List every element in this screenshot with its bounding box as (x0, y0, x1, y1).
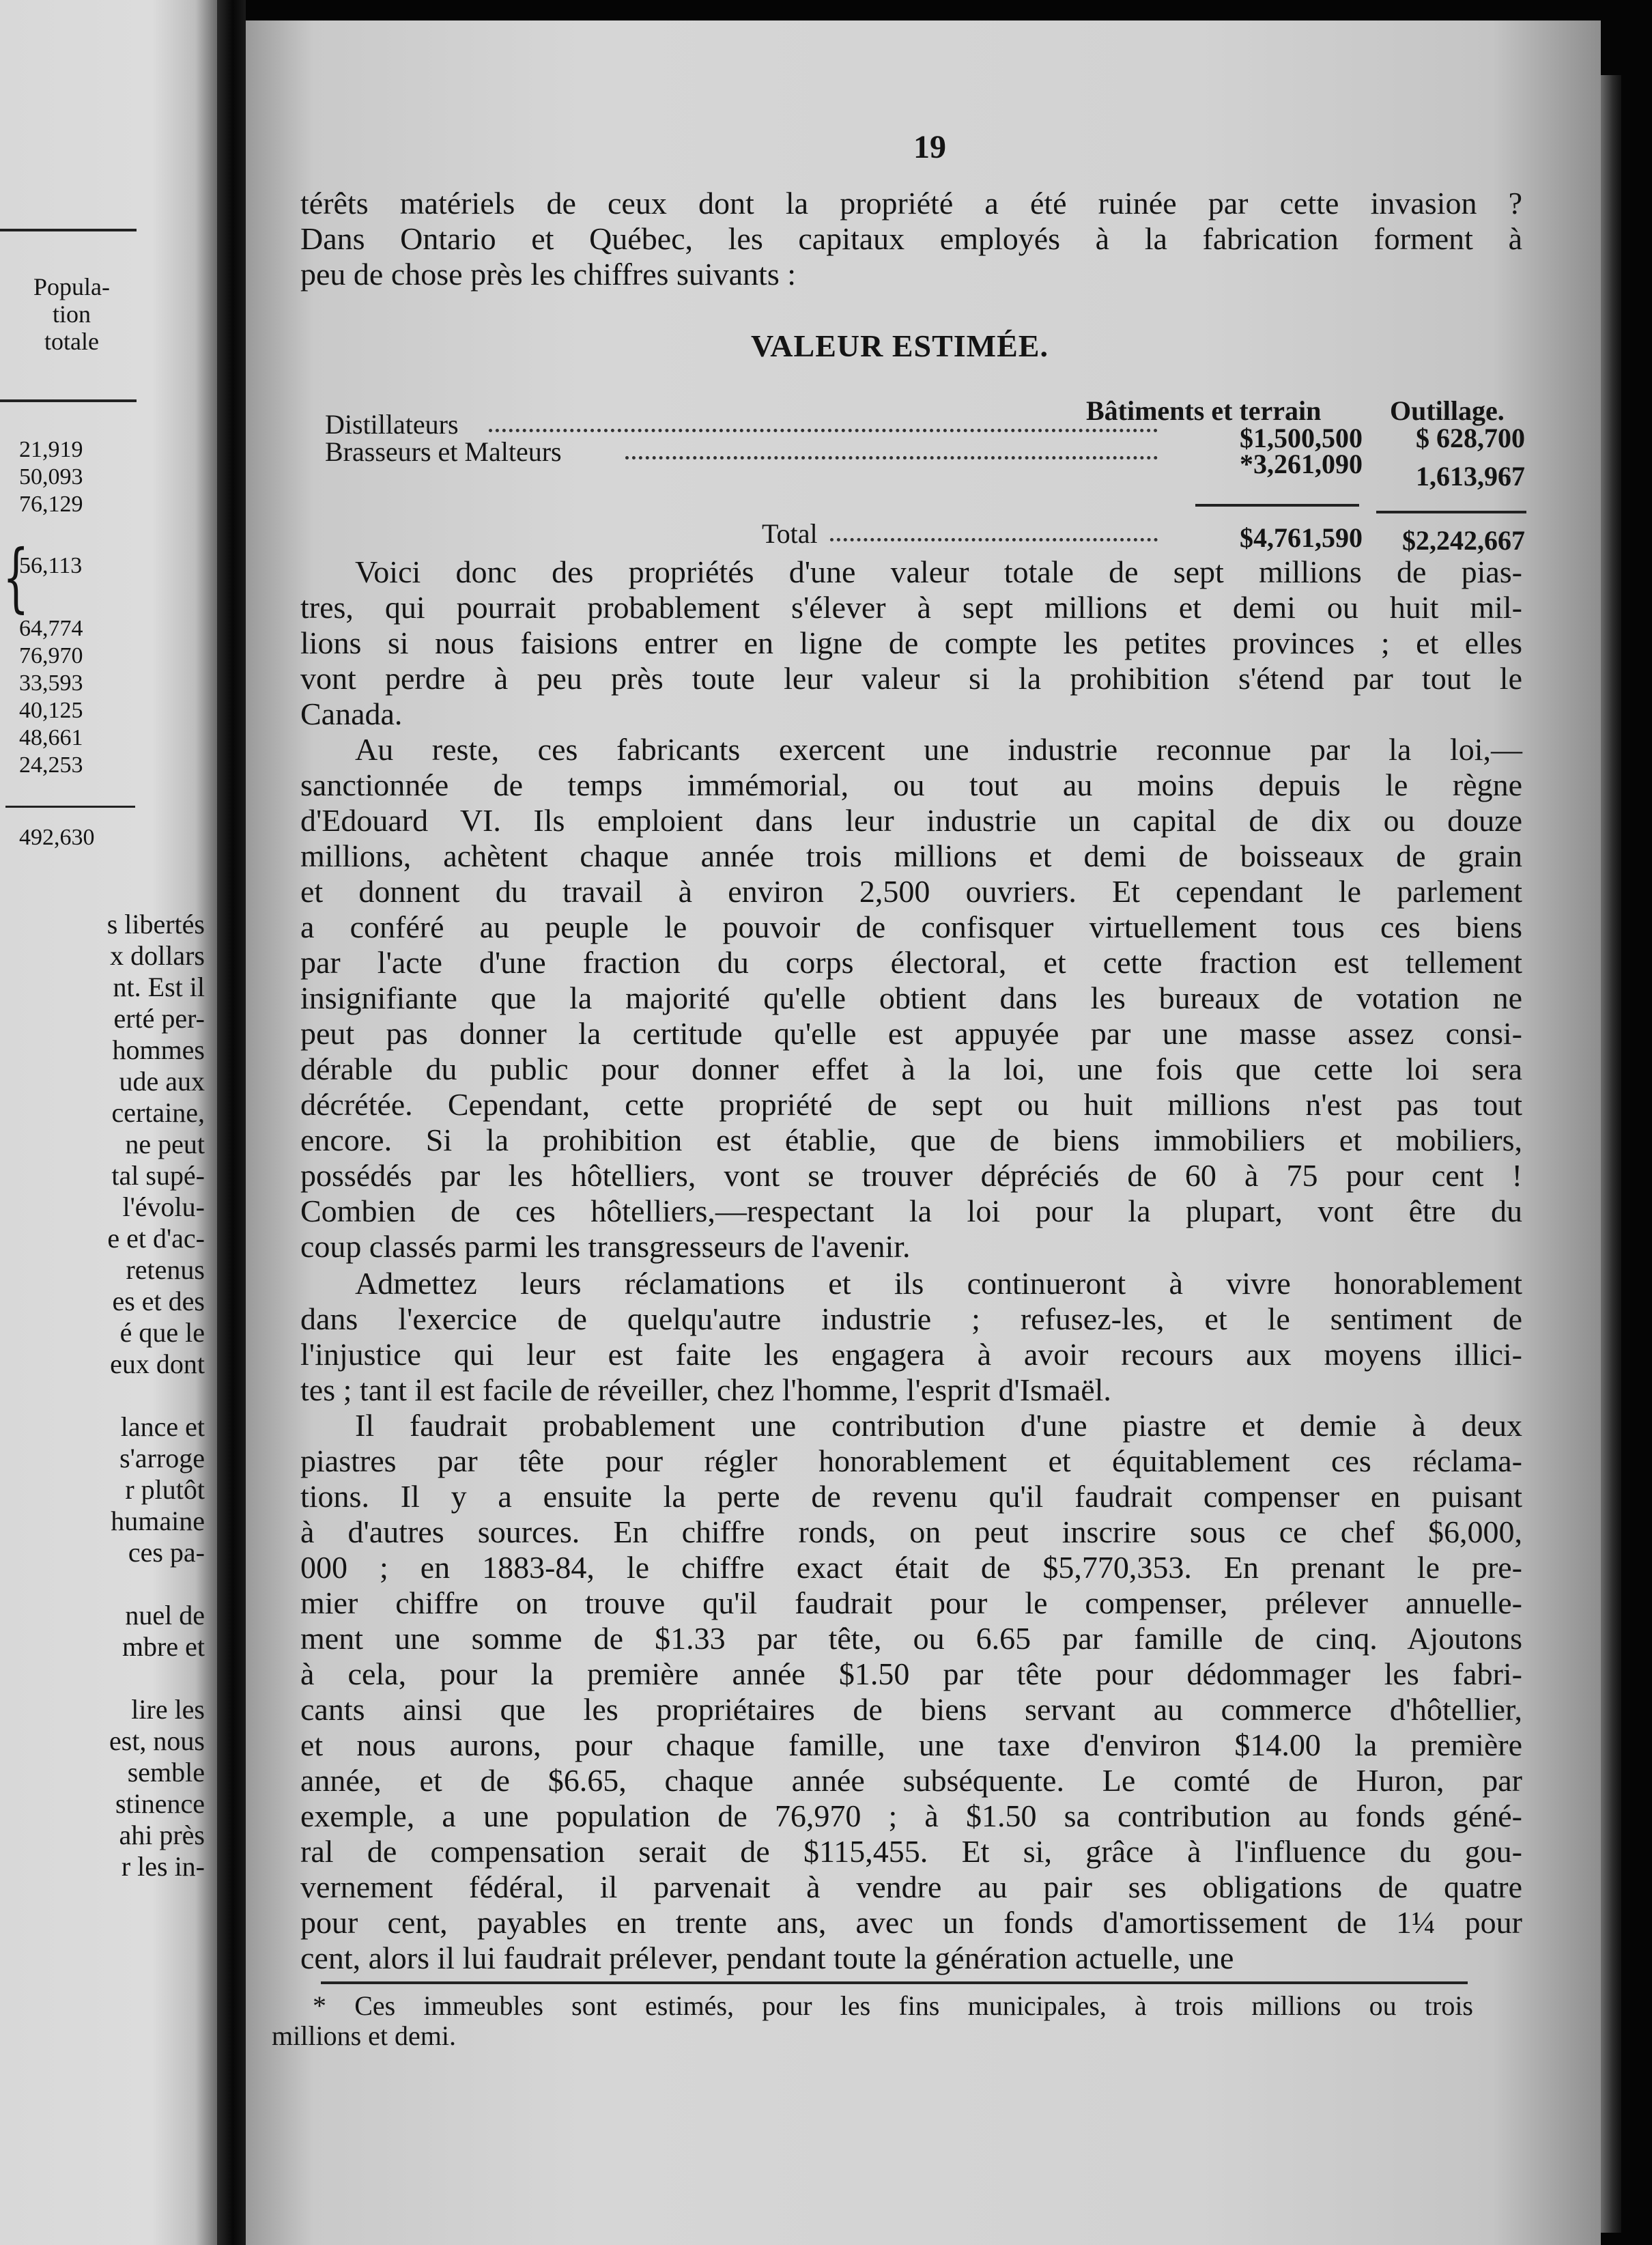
page-number: 19 (913, 129, 946, 165)
column-header-buildings: Bâtiments et terrain (1086, 395, 1322, 426)
text-fragment: certaine, (111, 1097, 205, 1128)
text-line: dans l'exercice de quelqu'autre industrie ; refusez-les, et le sentiment de (300, 1301, 1522, 1336)
text-line: Au reste, ces fabricants exercent une industrie reconnue par la loi,— (355, 732, 1522, 767)
text-fragment: hommes (112, 1034, 205, 1065)
paragraph-1 (300, 554, 1522, 732)
population-value: 40,125 (19, 698, 83, 723)
text-line: année, et de $6.65, chaque année subséquente. Le comté de Huron, par (300, 1763, 1522, 1798)
text-fragment: nt. Est il (113, 972, 205, 1002)
text-fragment: r plutôt (125, 1474, 205, 1505)
previous-page-fragment (0, 0, 217, 2245)
leader-dots (830, 538, 1158, 541)
text-line: d'Edouard VI. Ils emploient dans leur industrie un capital de dix ou douze (300, 803, 1522, 838)
sum-rule-buildings (1195, 504, 1359, 507)
text-line: Canada. (300, 696, 403, 731)
text-line: tes ; tant il est facile de réveiller, chez l'homme, l'esprit d'Ismaël. (300, 1372, 1111, 1407)
population-value: 76,129 (19, 492, 83, 517)
text-line: dérable du public pour donner effet à la loi, une fois que cette loi sera (300, 1051, 1522, 1086)
population-value: 76,970 (19, 643, 83, 668)
text-line: Voici donc des propriétés d'une valeur totale de sept millions de pias- (355, 554, 1522, 589)
text-line: pour cent, payables en trente ans, avec un fonds d'amortissement de 1¼ pour (300, 1905, 1522, 1940)
text-line: par l'acte d'une fraction du corps électoral, et cette fraction est tellement (300, 945, 1522, 980)
total-label: Total (762, 518, 818, 549)
text-line: millions, achètent chaque année trois millions et demi de boisseaux de grain (300, 838, 1522, 873)
text-line: peu de chose près les chiffres suivants : (300, 257, 797, 292)
text-line: ral de compensation serait de $115,455. Et si, grâce à l'influence du gou- (300, 1834, 1522, 1869)
text-fragment: lance et (120, 1411, 205, 1442)
equipment-total: $2,242,667 (1402, 525, 1525, 556)
text-line: à d'autres sources. En chiffre ronds, on peut inscrire sous ce chef $6,000, (300, 1514, 1522, 1549)
table-rule-header (0, 399, 137, 402)
population-value: 24,253 (19, 752, 83, 778)
text-line: coup classés parmi les transgresseurs de l'avenir. (300, 1229, 911, 1264)
text-line: décrétée. Cependant, cette propriété de sept ou huit millions n'est pas tout (300, 1087, 1522, 1122)
text-line: Admettez leurs réclamations et ils continueront à vivre honorablement (355, 1266, 1522, 1301)
population-value: 50,093 (19, 464, 83, 490)
population-value: 33,593 (19, 670, 83, 696)
population-total: 492,630 (19, 825, 95, 850)
text-line: vont perdre à peu près toute leur valeur si la prohibition s'étend par tout le (300, 661, 1522, 696)
intro-paragraph (300, 186, 1522, 292)
text-fragment: ces pa- (128, 1537, 205, 1568)
text-fragment: eux dont (110, 1349, 205, 1379)
equipment-value: $ 628,700 (1416, 423, 1525, 453)
text-line: peut pas donner la certitude qu'elle est appuyée par une masse assez consi- (300, 1016, 1522, 1051)
text-fragment: stinence (115, 1788, 205, 1819)
text-fragment: erté per- (113, 1003, 205, 1034)
text-line: ment une somme de $1.33 par tête, ou 6.65 par famille de cinq. Ajoutons (300, 1621, 1522, 1656)
leader-dots (489, 429, 1158, 432)
text-fragment: x dollars (110, 940, 205, 971)
text-line: insignifiante que la majorité qu'elle obtient dans les bureaux de votation ne (300, 980, 1522, 1015)
text-fragment: é que le (119, 1317, 205, 1348)
footnote-line: * Ces immeubles sont estimés, pour les fins municipales, à trois millions ou trois (313, 1990, 1473, 2021)
text-fragment: mbre et (122, 1631, 205, 1662)
paragraph-3 (300, 1266, 1522, 1408)
text-fragment: est, nous (109, 1725, 205, 1756)
text-fragment: s'arroge (119, 1443, 205, 1473)
text-fragment: tal supé- (111, 1160, 205, 1191)
text-fragment: nuel de (125, 1600, 205, 1630)
text-fragment: humaine (111, 1506, 205, 1536)
text-line: lions si nous faisions entrer en ligne de compte les petites provinces ; et elles (300, 625, 1522, 660)
text-fragment: ne peut (125, 1129, 205, 1159)
buildings-value: $1,500,500 (1240, 423, 1363, 453)
text-line: vernement fédéral, il parvenait à vendre au pair ses obligations de quatre (300, 1869, 1522, 1904)
text-line: a conféré au peuple le pouvoir de confisquer virtuellement tous ces biens (300, 909, 1522, 944)
text-line: exemple, a une population de 76,970 ; à $1.50 sa contribution au fonds géné- (300, 1798, 1522, 1833)
text-line: Dans Ontario et Québec, les capitaux employés à la fabrication forment à (300, 221, 1522, 256)
header-line: totale (44, 328, 99, 355)
text-line: Combien de ces hôtelliers,—respectant la loi pour la plupart, vont être du (300, 1194, 1522, 1228)
population-value: 64,774 (19, 616, 83, 641)
paragraph-2 (300, 732, 1522, 1265)
text-fragment: e et d'ac- (107, 1223, 205, 1254)
paragraph-4 (300, 1408, 1522, 1976)
population-value: 48,661 (19, 725, 83, 750)
text-fragment: l'évolu- (122, 1191, 205, 1222)
text-fragment: retenus (126, 1254, 205, 1285)
text-fragment: ude aux (119, 1066, 205, 1097)
text-line: et donnent du travail à environ 2,500 ouvriers. Et cependant le parlement (300, 874, 1522, 909)
text-line: possédés par les hôtelliers, vont se trouver dépréciés de 60 à 75 pour cent ! (300, 1158, 1522, 1193)
footnote (272, 1991, 1473, 2051)
text-line: 000 ; en 1883-84, le chiffre exact était de $5,770,353. En prenant le pre- (300, 1550, 1522, 1585)
text-line: l'injustice qui leur est faite les engagera à avoir recours aux moyens illici- (300, 1337, 1522, 1372)
section-heading: VALEUR ESTIMÉE. (751, 328, 1049, 363)
text-fragment: r les in- (121, 1851, 205, 1882)
buildings-value: *3,261,090 (1240, 449, 1363, 479)
book-gutter (217, 0, 246, 2245)
text-line: sanctionnée de temps immémorial, ou tout au moins depuis le règne (300, 767, 1522, 802)
sum-rule-equipment (1376, 511, 1526, 513)
table-rule-top (0, 229, 137, 231)
leader-dots (625, 456, 1158, 460)
equipment-value: 1,613,967 (1416, 461, 1525, 492)
header-line: Popula- (33, 273, 110, 300)
text-fragment: lire les (131, 1694, 205, 1725)
text-line: mier chiffre on trouve qu'il faudrait pour le compenser, prélever annuelle- (300, 1585, 1522, 1620)
text-line: piastres par tête pour régler honorablement et équitablement ces réclama- (300, 1443, 1522, 1478)
column-header-equipment: Outillage. (1390, 395, 1505, 426)
text-line: et nous aurons, pour chaque famille, une taxe d'environ $14.00 la première (300, 1727, 1522, 1762)
text-line: tions. Il y a ensuite la perte de revenu qu'il faudrait compenser en puisant (300, 1479, 1522, 1514)
text-fragment: semble (127, 1757, 205, 1788)
text-line: Il faudrait probablement une contribution d'une piastre et demie à deux (355, 1408, 1522, 1443)
population-value: 21,919 (19, 437, 83, 462)
buildings-total: $4,761,590 (1240, 522, 1363, 553)
text-line: cent, alors il lui faudrait prélever, pendant toute la génération actuelle, une (300, 1940, 1234, 1975)
table-row-total (325, 518, 1526, 556)
row-label: Brasseurs et Malteurs (325, 436, 562, 467)
row-label: Distillateurs (325, 409, 459, 440)
text-line: encore. Si la prohibition est établie, que de biens immobiliers et mobiliers, (300, 1122, 1522, 1157)
text-line: cants ainsi que les propriétaires de biens servant au commerce d'hôtellier, (300, 1692, 1522, 1727)
text-line: tres, qui pourrait probablement s'élever à sept millions et demi ou huit mil- (300, 590, 1522, 625)
population-column-header (7, 273, 137, 355)
text-fragment: es et des (112, 1286, 205, 1316)
brace-glyph: { (3, 533, 29, 621)
text-line: térêts matériels de ceux dont la propriété a été ruinée par cette invasion ? (300, 186, 1522, 221)
text-fragment: s libertés (106, 909, 205, 940)
table-rule-sum (5, 806, 135, 808)
header-line: tion (52, 300, 91, 328)
population-value: 56,113 (19, 553, 83, 578)
footnote-line: millions et demi. (272, 2020, 456, 2051)
footnote-rule (321, 1981, 1468, 1984)
page-edge (1601, 75, 1621, 2233)
text-line: à cela, pour la première année $1.50 par tête pour dédommager les fabri- (300, 1656, 1522, 1691)
text-fragment: ahi près (119, 1820, 205, 1850)
